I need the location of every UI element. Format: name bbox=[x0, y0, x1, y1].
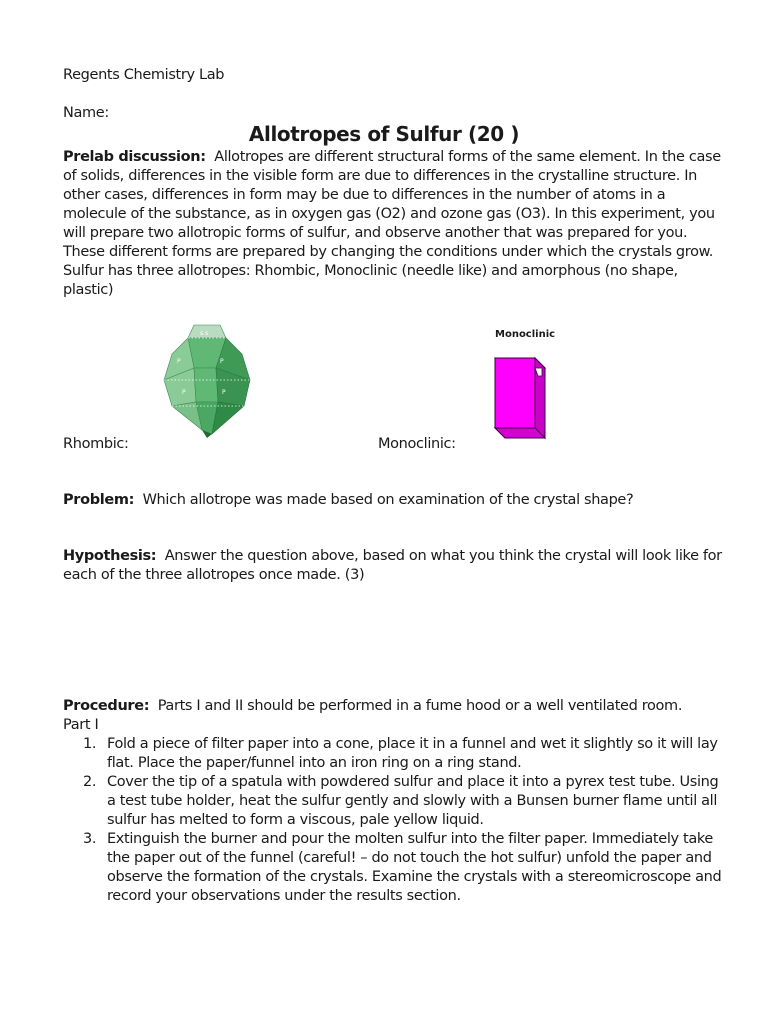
rhombic-crystal-image bbox=[160, 322, 256, 438]
svg-text:P: P bbox=[182, 389, 186, 396]
monoclinic-caption: Monoclinic bbox=[495, 329, 556, 340]
monoclinic-label: Monoclinic: bbox=[378, 436, 456, 452]
step-line: a test tube holder, heat the sulfur gently and slowly with a Bunsen burner flame until all bbox=[107, 793, 718, 809]
step-number: 3. bbox=[83, 831, 97, 847]
step-line: record your observations under the results section. bbox=[107, 888, 461, 904]
svg-text:s s: s s bbox=[200, 330, 209, 337]
procedure-step bbox=[63, 773, 719, 830]
hypothesis-paragraph bbox=[63, 547, 722, 585]
step-number: 1. bbox=[83, 736, 97, 752]
prelab-paragraph bbox=[63, 148, 721, 300]
prelab-line: These different forms are prepared by changing the conditions under which the crystals grow. bbox=[63, 244, 714, 260]
problem-text: Which allotrope was made based on examination of the crystal shape? bbox=[142, 492, 634, 508]
step-line: observe the formation of the crystals. Examine the crystals with a stereomicroscope and bbox=[107, 869, 722, 885]
page-title: Allotropes of Sulfur (20 ) bbox=[248, 122, 520, 146]
prelab-line: molecule of the substance, as in oxygen gas (O2) and ozone gas (O3). In this experiment, you bbox=[63, 206, 715, 222]
prelab-line: plastic) bbox=[63, 282, 114, 298]
monoclinic-crystal-image bbox=[492, 354, 554, 440]
step-line: Fold a piece of filter paper into a cone, place it in a funnel and wet it slightly so it will lay bbox=[107, 736, 718, 752]
hypothesis-line: each of the three allotropes once made. (3) bbox=[63, 567, 365, 583]
part-label: Part I bbox=[63, 717, 99, 733]
svg-text:P: P bbox=[220, 358, 224, 365]
step-line: Cover the tip of a spatula with powdered sulfur and place it into a pyrex test tube. Using bbox=[107, 774, 719, 790]
problem-heading: Problem: bbox=[63, 492, 135, 508]
procedure-steps-list bbox=[63, 735, 722, 906]
prelab-line: of solids, differences in the visible form are due to differences in the crystalline structure. In bbox=[63, 168, 698, 184]
procedure-step bbox=[63, 830, 722, 906]
hypothesis-heading: Hypothesis: bbox=[63, 548, 157, 564]
step-line: the paper out of the funnel (careful! – do not touch the hot sulfur) unfold the paper and bbox=[107, 850, 712, 866]
prelab-line: will prepare two allotropic forms of sulfur, and observe another that was prepared for you. bbox=[63, 225, 688, 241]
procedure-paragraph bbox=[63, 697, 713, 735]
svg-text:P: P bbox=[177, 358, 181, 365]
prelab-heading: Prelab discussion: bbox=[63, 149, 206, 165]
rhombic-label: Rhombic: bbox=[63, 436, 129, 452]
problem-paragraph bbox=[63, 491, 713, 510]
procedure-intro: Parts I and II should be performed in a fume hood or a well ventilated room. bbox=[157, 698, 683, 714]
step-line: sulfur has melted to form a viscous, pale yellow liquid. bbox=[107, 812, 484, 828]
step-line: flat. Place the paper/funnel into an iron ring on a ring stand. bbox=[107, 755, 522, 771]
prelab-line: Sulfur has three allotropes: Rhombic, Monoclinic (needle like) and amorphous (no shape, bbox=[63, 263, 678, 279]
prelab-line: other cases, differences in form may be due to differences in the number of atoms in a bbox=[63, 187, 666, 203]
procedure-step bbox=[63, 735, 718, 773]
step-line: Extinguish the burner and pour the molten sulfur into the filter paper. Immediately take bbox=[107, 831, 713, 847]
hypothesis-line-text: Answer the question above, based on what you think the crystal will look like for bbox=[164, 548, 722, 564]
name-label: Name: bbox=[63, 105, 109, 121]
procedure-heading: Procedure: bbox=[63, 698, 150, 714]
step-number: 2. bbox=[83, 774, 97, 790]
prelab-line bbox=[63, 148, 721, 167]
svg-text:P: P bbox=[222, 389, 226, 396]
prelab-line-text: Allotropes are different structural forms of the same element. In the case bbox=[214, 149, 721, 165]
course-name: Regents Chemistry Lab bbox=[63, 67, 225, 83]
